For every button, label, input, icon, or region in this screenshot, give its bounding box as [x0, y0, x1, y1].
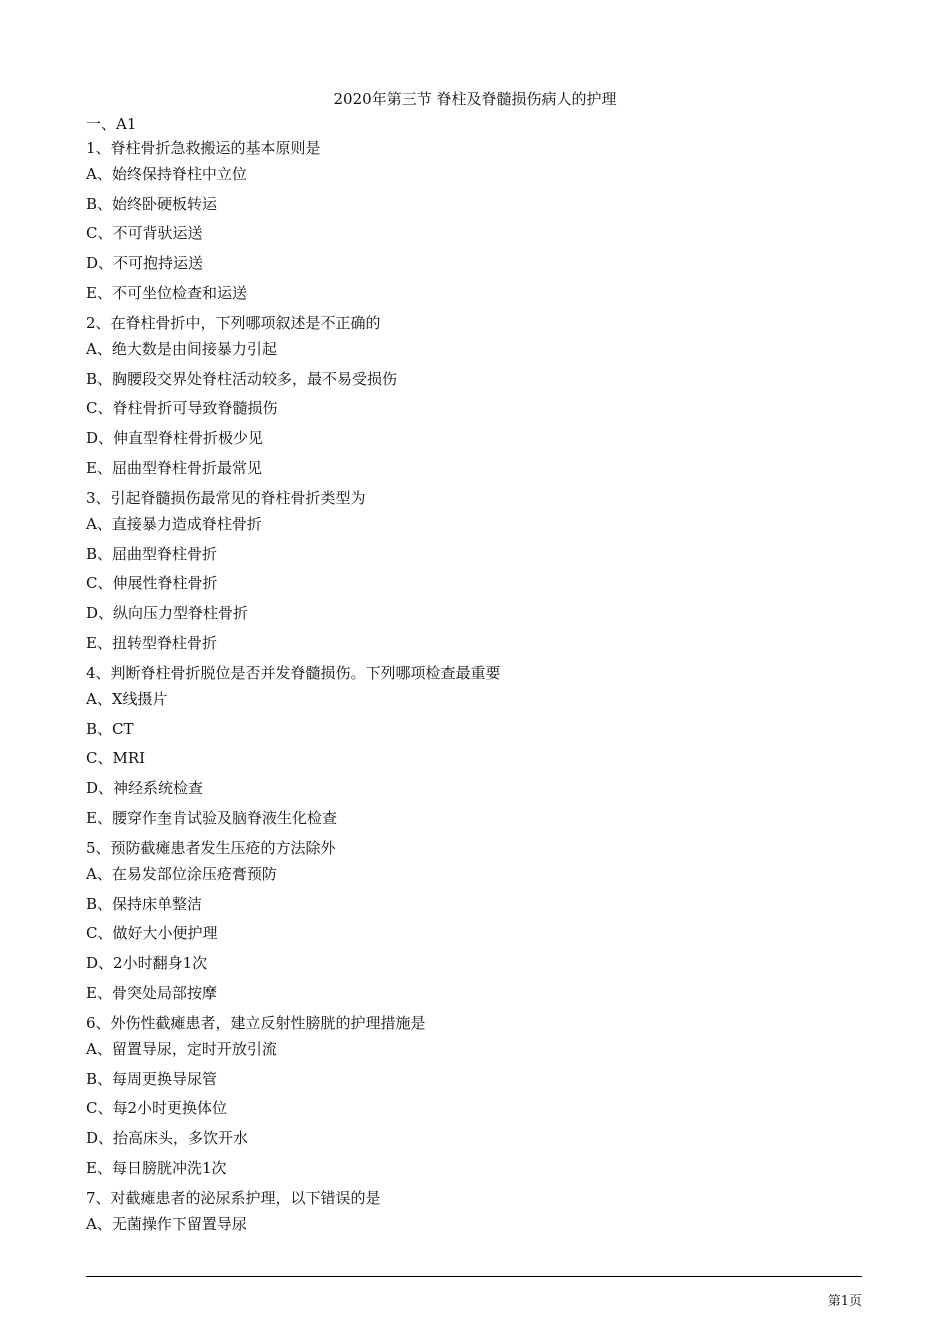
option-c: C、MRI: [86, 749, 146, 767]
option-c: C、伸展性脊柱骨折: [86, 574, 218, 592]
question-7: [86, 1188, 866, 1244]
question-text: 5、预防截瘫患者发生压疮的方法除外: [86, 839, 336, 857]
page-number: 第1页: [827, 1294, 862, 1309]
question-4: [86, 663, 866, 838]
option-c: C、脊柱骨折可导致脊髓损伤: [86, 399, 278, 417]
option-d: D、伸直型脊柱骨折极少见: [86, 429, 264, 447]
option-e: E、腰穿作奎肯试验及脑脊液生化检查: [86, 809, 337, 827]
option-b: B、保持床单整洁: [86, 895, 203, 913]
question-1: [86, 138, 866, 313]
option-d: D、纵向压力型脊柱骨折: [86, 604, 249, 622]
option-e: E、屈曲型脊柱骨折最常见: [86, 459, 262, 477]
question-text: 2、在脊柱骨折中，下列哪项叙述是不正确的: [86, 314, 381, 332]
option-a: A、绝大数是由间接暴力引起: [86, 340, 277, 358]
question-text: 7、对截瘫患者的泌尿系护理，以下错误的是: [86, 1189, 381, 1207]
option-b: B、胸腰段交界处脊柱活动较多，最不易受损伤: [86, 370, 398, 388]
question-6: [86, 1013, 866, 1188]
section-heading: 一、A1: [86, 115, 137, 133]
option-a: A、留置导尿，定时开放引流: [86, 1040, 277, 1058]
option-e: E、扭转型脊柱骨折: [86, 634, 217, 652]
option-b: B、屈曲型脊柱骨折: [86, 545, 218, 563]
question-2: [86, 313, 866, 488]
option-e: E、不可坐位检查和运送: [86, 284, 247, 302]
option-a: A、无菌操作下留置导尿: [86, 1215, 247, 1233]
question-3: [86, 488, 866, 663]
question-text: 3、引起脊髓损伤最常见的脊柱骨折类型为: [86, 489, 366, 507]
option-c: C、不可背驮运送: [86, 224, 203, 242]
option-e: E、每日膀胱冲洗1次: [86, 1159, 227, 1177]
question-text: 1、脊柱骨折急救搬运的基本原则是: [86, 139, 321, 157]
document-title: 2020年第三节 脊柱及脊髓损伤病人的护理: [333, 90, 617, 108]
option-a: A、在易发部位涂压疮膏预防: [86, 865, 277, 883]
option-c: C、每2小时更换体位: [86, 1099, 228, 1117]
question-5: [86, 838, 866, 1013]
option-a: A、始终保持脊柱中立位: [86, 165, 247, 183]
option-b: B、CT: [86, 720, 134, 738]
option-b: B、每周更换导尿管: [86, 1070, 218, 1088]
option-a: A、直接暴力造成脊柱骨折: [86, 515, 262, 533]
question-list: [86, 114, 866, 1244]
option-e: E、骨突处局部按摩: [86, 984, 217, 1002]
question-text: 6、外伤性截瘫患者，建立反射性膀胱的护理措施是: [86, 1014, 426, 1032]
option-d: D、不可抱持运送: [86, 254, 204, 272]
option-c: C、做好大小便护理: [86, 924, 218, 942]
option-a: A、X线摄片: [86, 690, 168, 708]
option-b: B、始终卧硬板转运: [86, 195, 218, 213]
option-d: D、2小时翻身1次: [86, 954, 208, 972]
footer-divider: [86, 1276, 862, 1277]
option-d: D、神经系统检查: [86, 779, 204, 797]
option-d: D、抬高床头，多饮开水: [86, 1129, 249, 1147]
question-text: 4、判断脊柱骨折脱位是否并发脊髓损伤。下列哪项检查最重要: [86, 664, 501, 682]
